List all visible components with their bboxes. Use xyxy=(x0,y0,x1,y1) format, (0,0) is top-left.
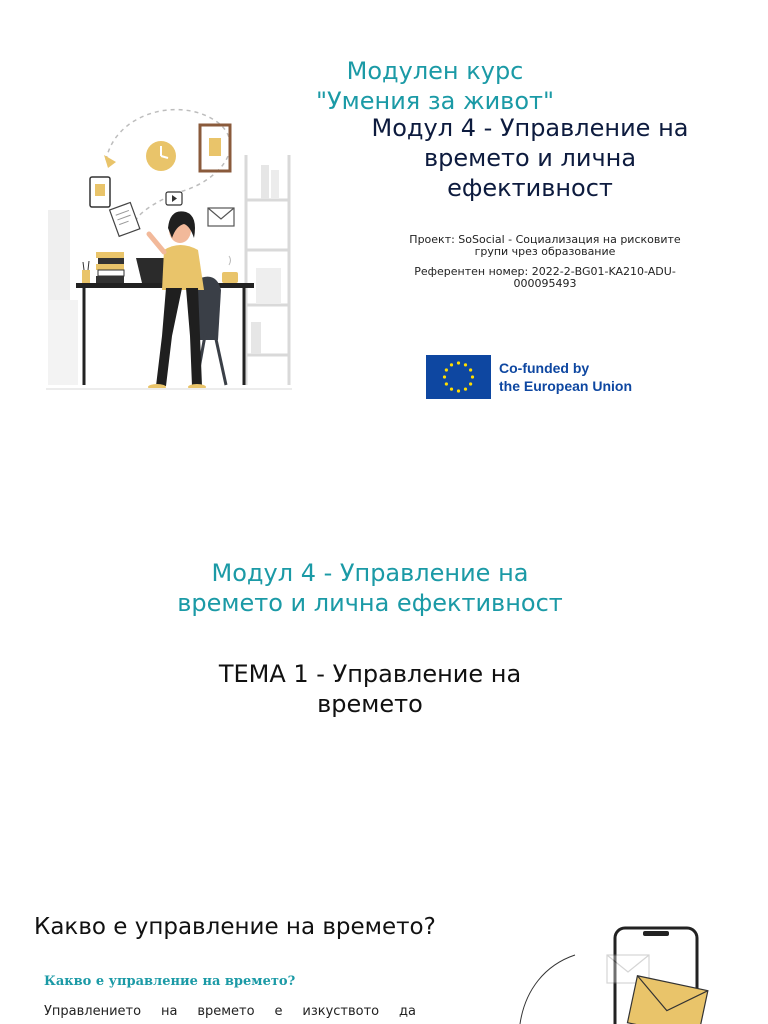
eu-star xyxy=(450,363,453,366)
course-title: Модулен курс "Умения за живот" xyxy=(315,57,555,115)
eu-star xyxy=(471,375,474,378)
section-module-title: Модул 4 - Управление на времето и лична ефективност xyxy=(177,559,563,617)
eu-star xyxy=(457,361,460,364)
eu-star xyxy=(443,375,446,378)
eu-star xyxy=(469,382,472,385)
eu-star xyxy=(457,389,460,392)
phone-envelope-illustration xyxy=(515,920,735,1024)
eu-flag-icon xyxy=(426,355,491,399)
project-line: Проект: SoSocial - Социализация на рисковите групи чрез образование xyxy=(409,233,681,258)
slide-heading: Какво е управление на времето? xyxy=(34,914,436,940)
eu-star xyxy=(450,388,453,391)
content-subheading: Какво е управление на времето? xyxy=(44,974,296,989)
content-paragraph: Управлението на времето е изкуството да xyxy=(44,1004,416,1019)
woman-at-desk-illustration xyxy=(46,100,292,390)
eu-star xyxy=(464,388,467,391)
topic-title: ТЕМА 1 - Управление на времето xyxy=(218,660,522,718)
eu-star xyxy=(445,382,448,385)
eu-cofunded-label xyxy=(499,359,669,395)
eu-star xyxy=(464,363,467,366)
eu-star xyxy=(445,368,448,371)
eu-star xyxy=(469,368,472,371)
eu-label-line1: Co-funded by xyxy=(499,360,590,376)
eu-label-line2: the European Union xyxy=(499,378,632,394)
reference-number: Референтен номер: 2022-2-BG01-KA210-ADU-000095493 xyxy=(414,265,676,290)
module-title: Модул 4 - Управление на времето и лична ефективност xyxy=(371,114,689,202)
